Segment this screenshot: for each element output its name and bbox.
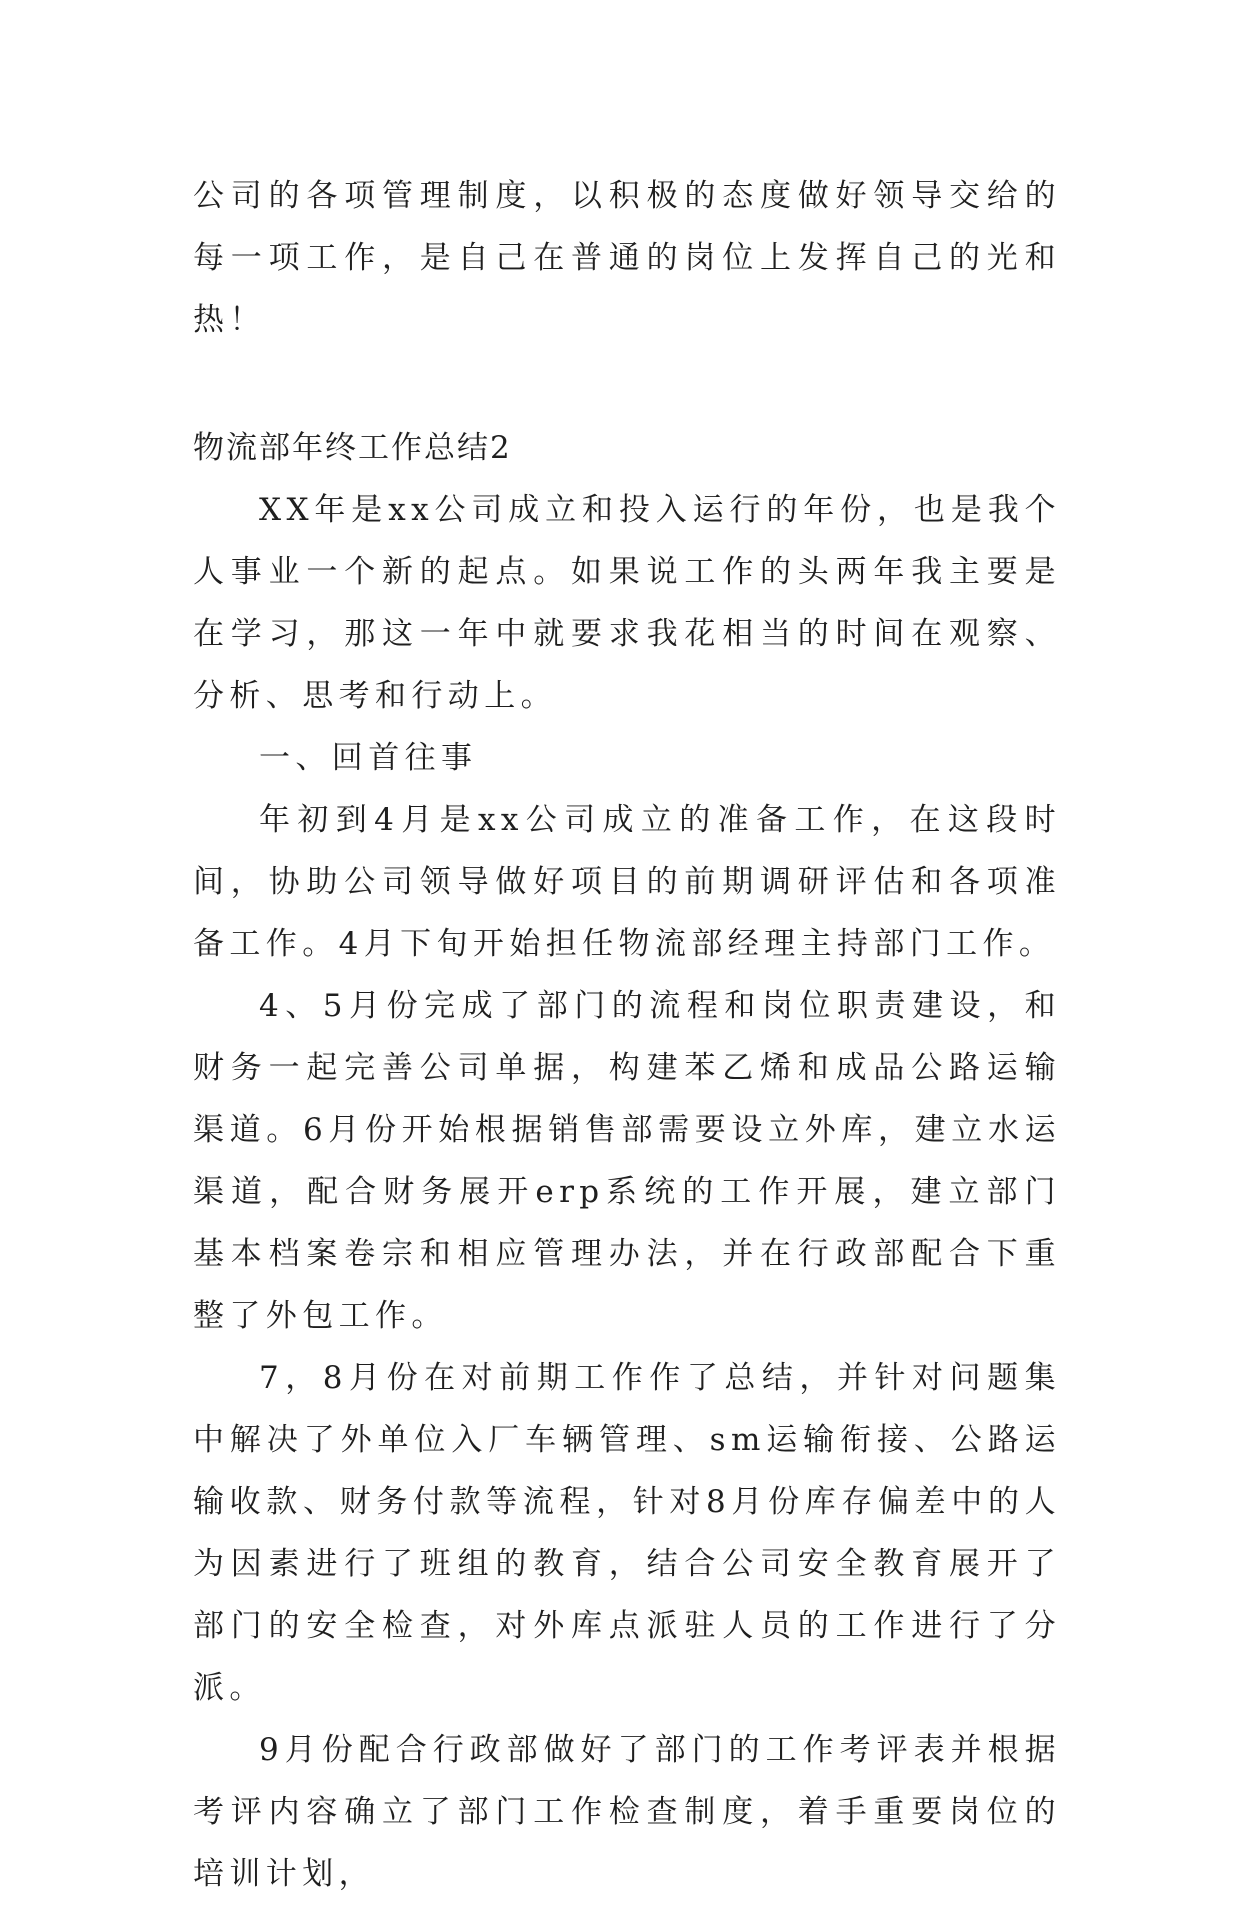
document-body <box>193 165 1061 1905</box>
paragraph-april-may: 4、5月份完成了部门的流程和岗位职责建设，和财务一起完善公司单据，构建苯乙烯和成品公路运输渠道。6月份开始根据销售部需要设立外库，建立水运渠道，配合财务展开erp系统的工作开展，建立部门基本档案卷宗和相应管理办法，并在行政部配合下重整了外包工作。 <box>193 988 1061 1334</box>
heading-review: 一、回首往事 <box>259 740 478 776</box>
paragraph-september: 9月份配合行政部做好了部门的工作考评表并根据考评内容确立了部门工作检查制度，着手重要岗位的培训计划， <box>193 1732 1061 1892</box>
paragraph-july-august: 7，8月份在对前期工作作了总结，并针对问题集中解决了外单位入厂车辆管理、sm运输衔接、公路运输收款、财务付款等流程，针对8月份库存偏差中的人为因素进行了班组的教育，结合公司安全教育展开了部门的安全检查，对外库点派驻人员的工作进行了分派。 <box>193 1360 1061 1706</box>
paragraph-intro: XX年是xx公司成立和投入运行的年份，也是我个人事业一个新的起点。如果说工作的头两年我主要是在学习，那这一年中就要求我花相当的时间在观察、分析、思考和行动上。 <box>193 492 1061 714</box>
section-title: 物流部年终工作总结2 <box>193 430 512 466</box>
paragraph-continued: 公司的各项管理制度，以积极的态度做好领导交给的每一项工作，是自己在普通的岗位上发挥自己的光和热！ <box>193 178 1061 338</box>
paragraph-early-year: 年初到4月是xx公司成立的准备工作，在这段时间，协助公司领导做好项目的前期调研评估和各项准备工作。4月下旬开始担任物流部经理主持部门工作。 <box>193 802 1061 962</box>
